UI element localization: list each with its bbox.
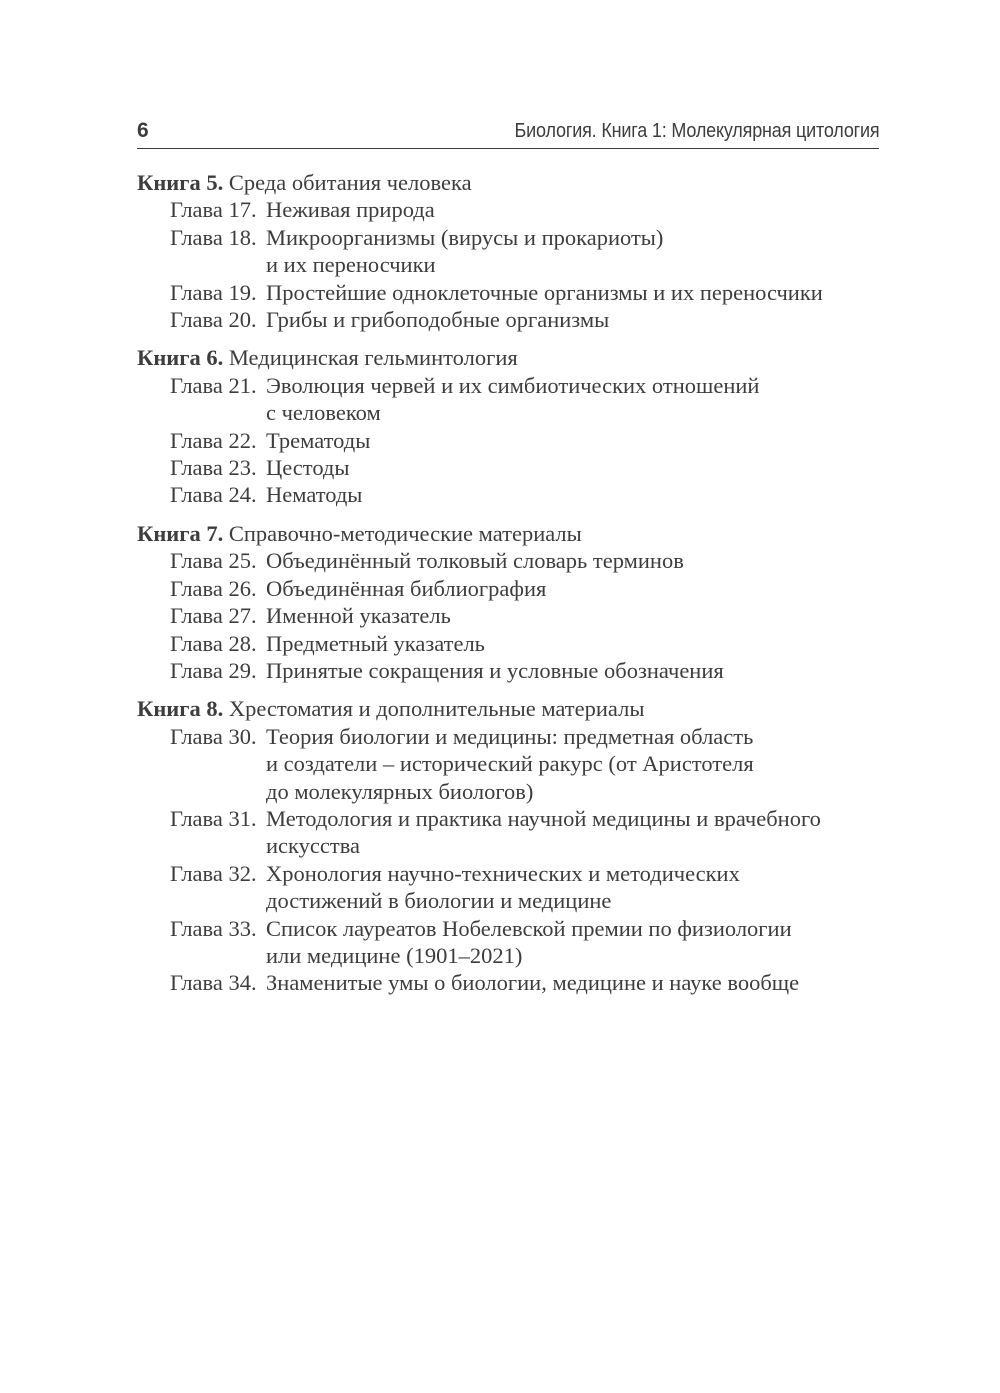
chapter-entry <box>137 657 897 684</box>
book-section <box>137 695 897 996</box>
chapter-label: Глава 28. <box>170 630 257 656</box>
chapter-title-line: Список лауреатов Нобелевской премии по физиологии <box>266 915 792 941</box>
chapter-entry <box>137 805 897 860</box>
chapter-title-line: Объединённая библиография <box>266 575 547 601</box>
chapter-entry <box>137 860 897 915</box>
chapter-title <box>266 860 897 915</box>
book-title: Среда обитания человека <box>228 170 472 195</box>
chapter-label: Глава 21. <box>170 372 257 398</box>
table-of-contents <box>137 169 897 1008</box>
book-title: Справочно-методические материалы <box>228 520 582 546</box>
chapter-title-line: Нематоды <box>266 482 363 508</box>
chapter-title <box>266 427 897 454</box>
chapter-title <box>266 805 897 860</box>
chapter-entry <box>137 372 897 427</box>
chapter-title-line: Именной указатель <box>266 603 451 629</box>
chapter-title-line: Простейшие одноклеточные организмы и их переносчики <box>266 279 823 305</box>
book-label: Книга 6. <box>137 345 224 371</box>
page-header <box>137 118 879 149</box>
chapter-label: Глава 29. <box>170 657 257 683</box>
book-section <box>137 344 897 508</box>
chapter-title-line: достижений в биологии и медицине <box>266 888 612 914</box>
chapter-title <box>266 547 897 574</box>
book-section <box>137 520 897 684</box>
chapter-title <box>266 915 897 970</box>
chapter-label: Глава 26. <box>170 575 257 601</box>
chapter-title-line: искусства <box>266 833 361 859</box>
chapter-label: Глава 19. <box>170 279 257 305</box>
chapter-title-line: Цестоды <box>266 455 350 481</box>
chapter-label: Глава 23. <box>170 455 257 481</box>
chapter-label: Глава 33. <box>170 915 257 941</box>
chapter-entry <box>137 915 897 970</box>
chapter-entry <box>137 575 897 602</box>
chapter-title-line: с человеком <box>266 400 381 426</box>
chapter-title <box>266 481 897 508</box>
chapter-label: Глава 34. <box>170 970 257 996</box>
chapter-title <box>266 575 897 602</box>
chapter-label: Глава 31. <box>170 805 257 831</box>
chapter-title-line: Неживая природа <box>266 197 435 223</box>
chapter-title-line: Эволюция червей и их симбиотических отношений <box>266 372 760 398</box>
chapter-title <box>266 630 897 657</box>
chapter-title-line: Трематоды <box>266 427 371 453</box>
book-heading <box>137 169 897 196</box>
chapter-entry <box>137 481 897 508</box>
chapter-label: Глава 25. <box>170 548 257 574</box>
chapter-title-line: Принятые сокращения и условные обозначения <box>266 657 724 683</box>
chapter-label: Глава 20. <box>170 307 257 333</box>
chapter-entry <box>137 602 897 629</box>
book-title: Хрестоматия и дополнительные материалы <box>228 696 645 722</box>
chapter-title <box>266 723 897 805</box>
chapter-label: Глава 18. <box>170 224 257 250</box>
chapter-entry <box>137 630 897 657</box>
book-heading <box>137 695 897 722</box>
book-label: Книга 8. <box>137 696 224 722</box>
chapter-label: Глава 24. <box>170 482 257 508</box>
chapter-title-line: до молекулярных биологов) <box>266 778 534 804</box>
book-label: Книга 7. <box>137 520 224 546</box>
chapter-entry <box>137 224 897 279</box>
chapter-title-line: и их переносчики <box>266 252 436 278</box>
book-section <box>137 169 897 333</box>
chapter-title <box>266 657 897 684</box>
chapter-entry <box>137 969 897 996</box>
chapter-title <box>266 969 897 996</box>
book-heading <box>137 344 897 371</box>
running-title: Биология. Книга 1: Молекулярная цитология <box>514 120 879 142</box>
chapter-label: Глава 32. <box>170 860 257 886</box>
chapter-title-line: Микроорганизмы (вирусы и прокариоты) <box>266 224 664 250</box>
chapter-title-line: или медицине (1901–2021) <box>266 942 523 968</box>
chapter-title <box>266 196 897 223</box>
chapter-title-line: Объединённый толковый словарь терминов <box>266 548 684 574</box>
book-label: Книга 5. <box>137 170 224 195</box>
chapter-title <box>266 306 897 333</box>
chapter-label: Глава 27. <box>170 603 257 629</box>
chapter-label: Глава 30. <box>170 723 257 749</box>
chapter-entry <box>137 196 897 223</box>
chapter-title-line: Методология и практика научной медицины и врачебного <box>266 805 821 831</box>
chapter-entry <box>137 306 897 333</box>
chapter-entry <box>137 547 897 574</box>
chapter-title-line: Знаменитые умы о биологии, медицине и науке вообще <box>266 970 800 996</box>
chapter-label: Глава 22. <box>170 427 257 453</box>
chapter-entry <box>137 723 897 805</box>
chapter-title-line: Хронология научно-технических и методических <box>266 860 740 886</box>
page-number: 6 <box>137 119 149 142</box>
chapter-title-line: Предметный указатель <box>266 630 485 656</box>
chapter-title <box>266 279 897 306</box>
chapter-label: Глава 17. <box>170 197 257 223</box>
chapter-title <box>266 372 897 427</box>
chapter-title-line: Грибы и грибоподобные организмы <box>266 307 610 333</box>
chapter-title <box>266 602 897 629</box>
book-title: Медицинская гельминтология <box>228 345 518 371</box>
chapter-entry <box>137 427 897 454</box>
chapter-entry <box>137 454 897 481</box>
chapter-title-line: Теория биологии и медицины: предметная область <box>266 723 754 749</box>
chapter-title-line: и создатели – исторический ракурс (от Аристотеля <box>266 751 754 777</box>
chapter-title <box>266 224 897 279</box>
chapter-entry <box>137 279 897 306</box>
chapter-title <box>266 454 897 481</box>
book-heading <box>137 520 897 547</box>
